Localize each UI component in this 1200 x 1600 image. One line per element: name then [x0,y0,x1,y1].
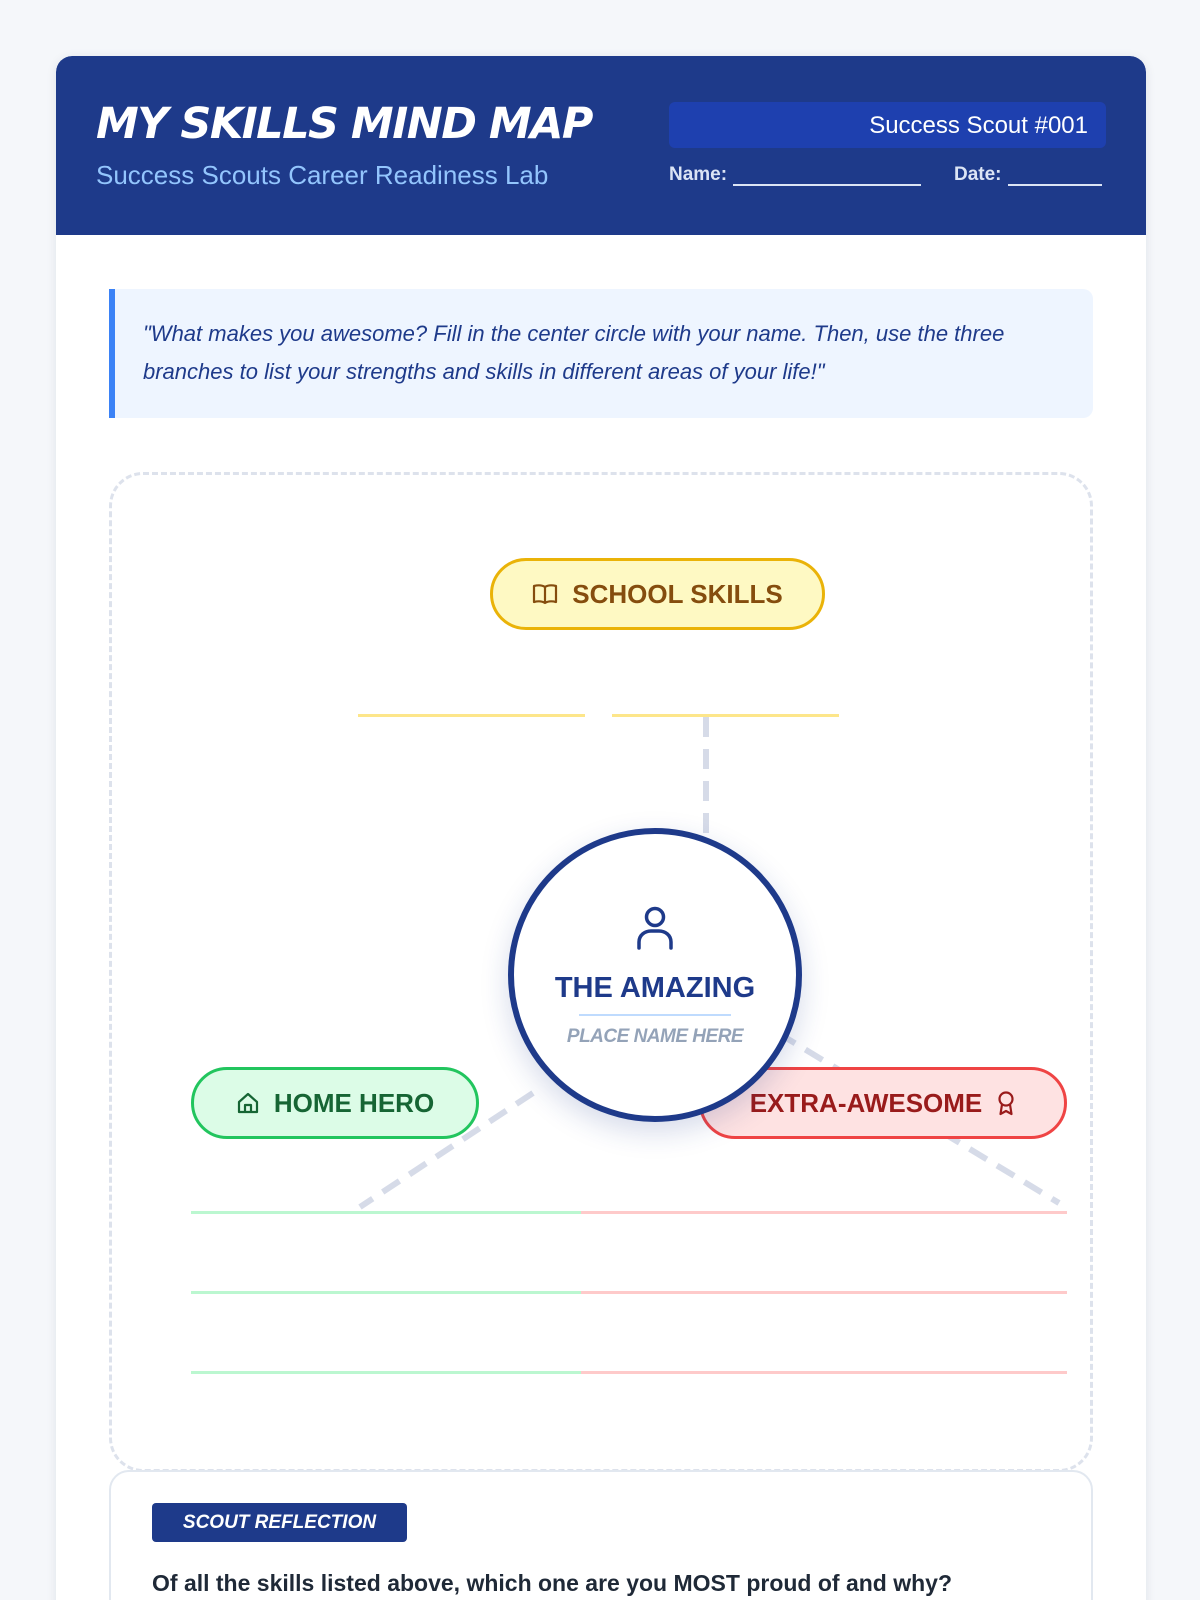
header-banner [56,56,1146,235]
center-name-circle[interactable] [508,828,802,1122]
home-answer-line-2[interactable] [191,1291,581,1294]
home-answer-line-3[interactable] [191,1371,581,1374]
school-answer-line-2[interactable] [612,714,839,717]
instructions-callout [109,289,1093,418]
branch-extra-label: EXTRA-AWESOME [749,1087,983,1118]
award-icon [996,1090,1016,1116]
book-icon [532,582,558,606]
name-blank[interactable] [733,166,921,186]
center-name-placeholder[interactable]: PLACE NAME HERE [566,1026,744,1047]
school-answer-line-1[interactable] [358,714,585,717]
branch-school-label: SCHOOL SKILLS [572,578,783,609]
branch-home-label: HOME HERO [273,1087,435,1118]
scout-badge [669,102,1106,148]
branch-school-skills [490,558,825,630]
center-divider [579,1014,731,1016]
person-icon [631,904,679,952]
name-field[interactable] [669,164,921,186]
home-answer-line-1[interactable] [191,1211,581,1214]
home-icon [236,1091,260,1115]
mind-map-area [109,472,1093,1472]
extra-answer-line-3[interactable] [581,1371,1067,1374]
date-label: Date: [954,164,1002,185]
reflection-tag: SCOUT REFLECTION [152,1503,407,1542]
date-field[interactable] [954,164,1102,186]
worksheet [56,56,1146,1600]
page-title: MY SKILLS MIND MAP [96,99,592,149]
extra-answer-line-1[interactable] [581,1211,1067,1214]
date-blank[interactable] [1008,166,1102,186]
reflection-question: Of all the skills listed above, which one are you MOST proud of and why? [152,1570,953,1596]
branch-home-hero [191,1067,479,1139]
extra-answer-line-2[interactable] [581,1291,1067,1294]
name-label: Name: [669,164,728,185]
scout-badge-label: Success Scout #001 [869,112,1088,139]
center-title: THE AMAZING [554,972,756,1004]
instructions-text: "What makes you awesome? Fill in the center circle with your name. Then, use the three branches to list your strengths and skills in different areas of your life!" [143,321,1005,384]
page-subtitle: Success Scouts Career Readiness Lab [96,160,549,190]
